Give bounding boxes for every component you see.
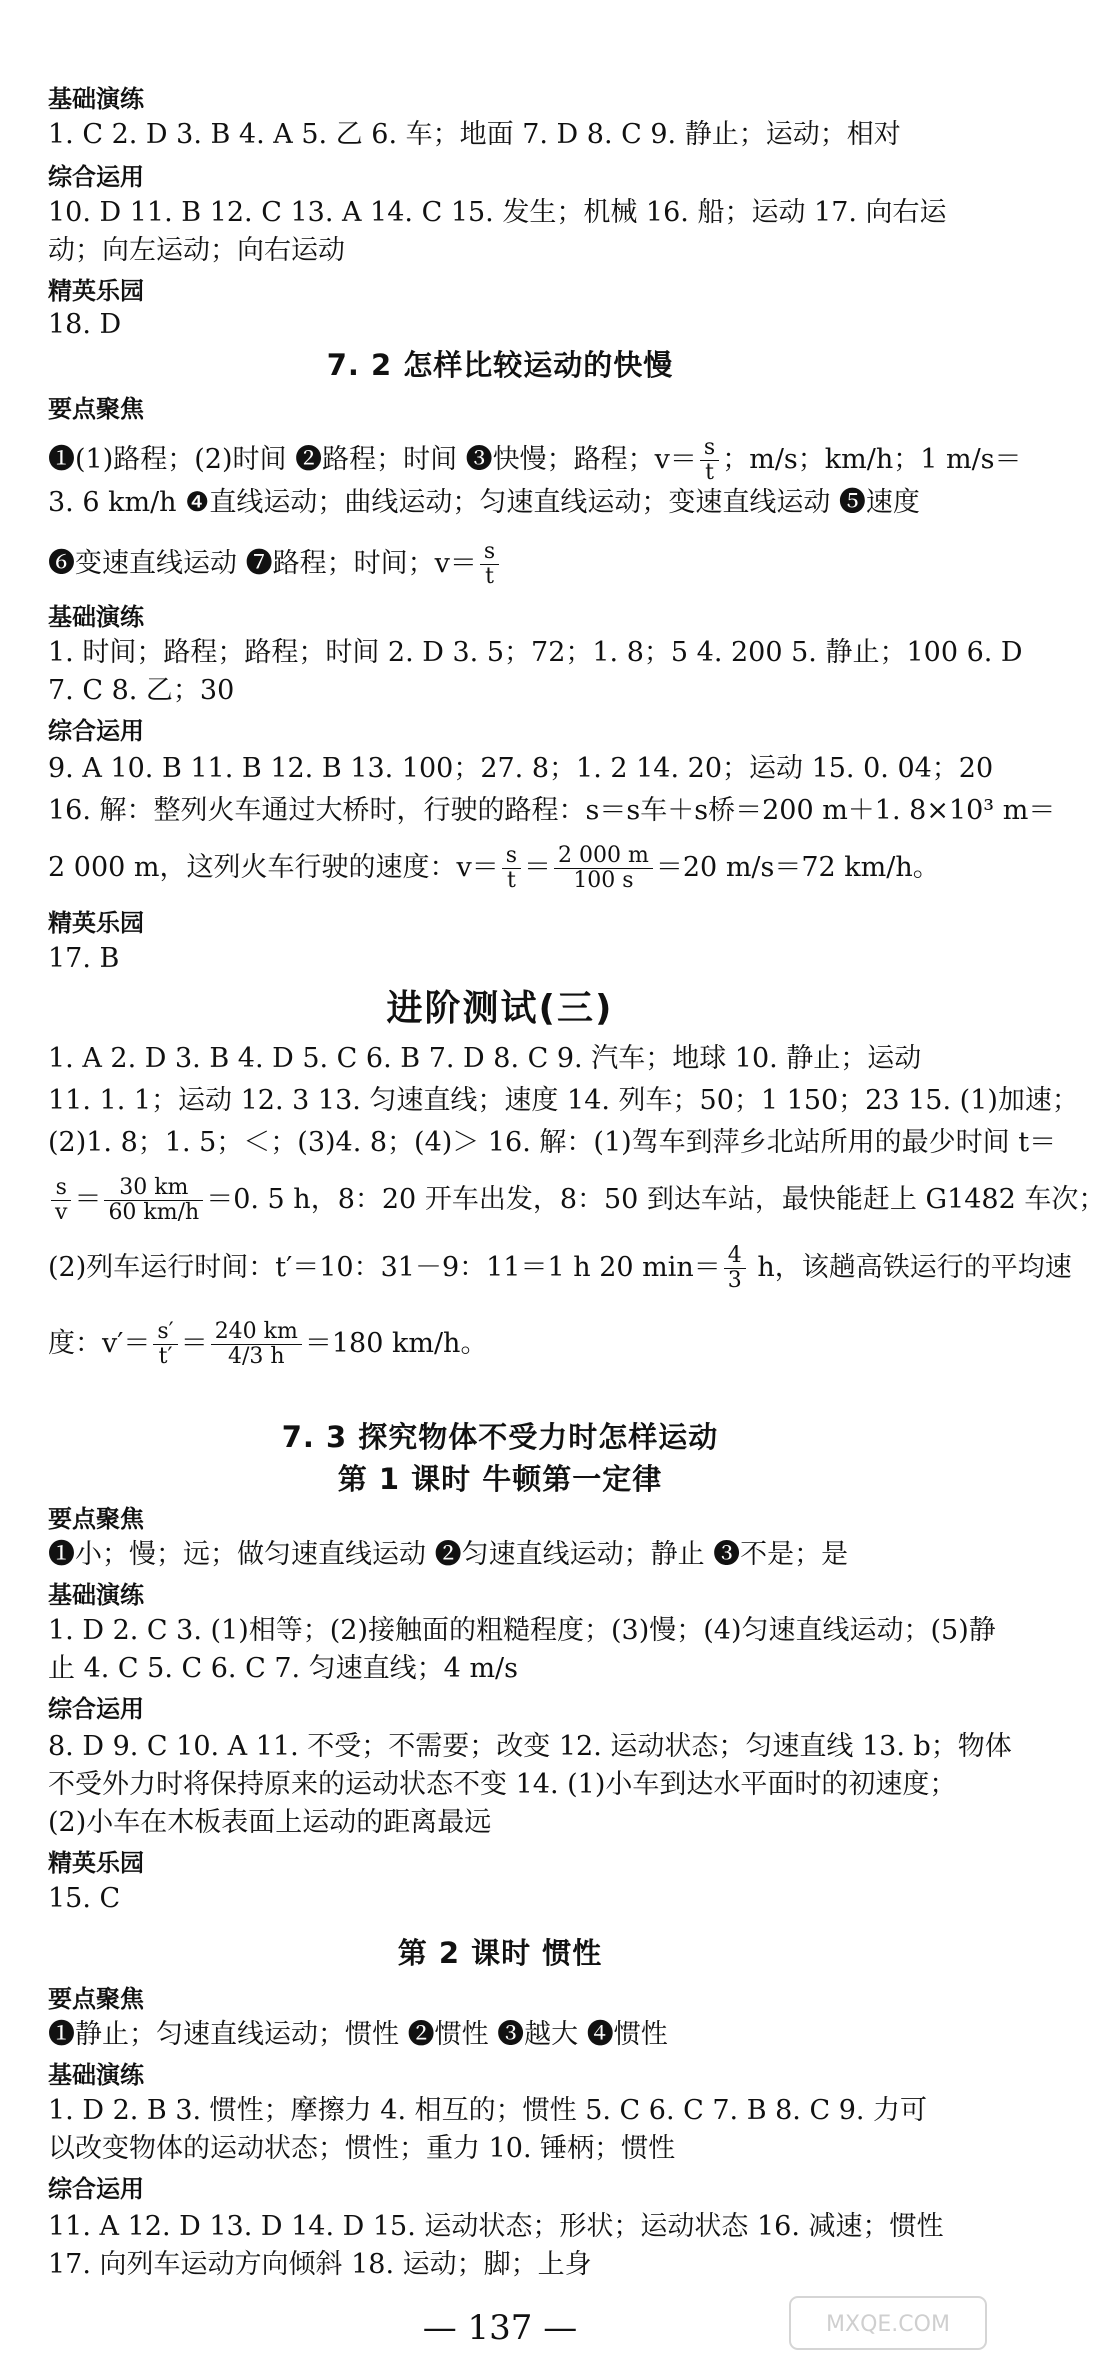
answer-line: 1. C 2. D 3. B 4. A 5. 乙 6. 车；地面 7. D 8. C 9. 静止；运动；相对: [48, 119, 901, 150]
answer-text: ＝: [524, 852, 552, 883]
answer-text: ＝20 m/s＝72 km/h。: [655, 852, 940, 883]
section-heading: 第 1 课时 牛顿第一定律: [337, 1462, 663, 1496]
fraction: $\frac{s}{t}$: [700, 436, 719, 485]
answer-text: ＝0. 5 h，8：20 开车出发，8：50 到达车站，最快能赶上 G1482 车次；: [206, 1184, 1105, 1215]
section-label: 精英乐园: [48, 909, 144, 937]
svg-text:MXQE.COM: MXQE.COM: [826, 2312, 950, 2337]
answer-text: h，该趟高铁运行的平均速: [748, 1252, 1072, 1283]
answer-text: ＝: [180, 1328, 208, 1359]
answer-line: 止 4. C 5. C 6. C 7. 匀速直线；4 m/s: [48, 1653, 518, 1684]
answer-line: ❶小；慢；远；做匀速直线运动 ❷匀速直线运动；静止 ❸不是；是: [48, 1539, 849, 1570]
answer-text: ＝: [74, 1184, 102, 1215]
section-label: 基础演练: [48, 85, 144, 113]
fraction: $\frac{s}{t}$: [502, 844, 521, 893]
fraction: $\frac{s'}{t'}$: [153, 1320, 177, 1369]
answer-line: 1. D 2. B 3. 惯性；摩擦力 4. 相互的；惯性 5. C 6. C 7. B 8. C 9. 力可: [48, 2095, 928, 2126]
fraction: $\frac{2 000 m}{100 s}$: [554, 844, 653, 893]
answer-line: 8. D 9. C 10. A 11. 不受；不需要；改变 12. 运动状态；匀速直线 13. b；物体: [48, 1731, 1012, 1762]
fraction: $\frac{240 km}{4/3 h}$: [211, 1320, 302, 1369]
answer-text: ；m/s；km/h；1 m/s＝: [722, 444, 1022, 475]
answer-line: 10. D 11. B 12. C 13. A 14. C 15. 发生；机械 16. 船；运动 17. 向右运: [48, 197, 947, 228]
answer-line-with-fraction: [48, 1320, 960, 1369]
answer-text: (2)列车运行时间：t′＝10：31－9：11＝1 h 20 min＝: [48, 1252, 721, 1283]
section-label: 综合运用: [48, 163, 144, 191]
answer-line: (2)1. 8；1. 5；＜；(3)4. 8；(4)＞ 16. 解：(1)驾车到萍乡北站所用的最少时间 t＝: [48, 1127, 1057, 1158]
section-label: 精英乐园: [48, 1849, 144, 1877]
fraction: $\frac{4}{3}$: [724, 1244, 746, 1293]
answer-line: 1. A 2. D 3. B 4. D 5. C 6. B 7. D 8. C 9. 汽车；地球 10. 静止；运动: [48, 1043, 922, 1074]
answer-line: 17. B: [48, 943, 120, 974]
section-heading: 7. 2 怎样比较运动的快慢: [326, 348, 674, 382]
section-heading: 第 2 课时 惯性: [397, 1936, 603, 1970]
answer-line: 15. C: [48, 1883, 121, 1914]
answer-line-with-fraction: [48, 435, 1022, 485]
answer-line: 11. 1. 1；运动 12. 3 13. 匀速直线；速度 14. 列车；50；1 150；23 15. (1)加速；: [48, 1085, 1079, 1116]
answer-line: 17. 向列车运动方向倾斜 18. 运动；脚；上身: [48, 2249, 592, 2280]
answer-line: 7. C 8. 乙；30: [48, 675, 235, 706]
section-label: 精英乐园: [48, 277, 144, 305]
section-label: 基础演练: [48, 1581, 144, 1609]
answer-text: 2 000 m，这列火车行驶的速度：v＝: [48, 852, 499, 883]
answer-line-with-fraction: [48, 540, 960, 589]
answer-line-with-fraction: [48, 844, 960, 893]
section-label: 综合运用: [48, 2175, 144, 2203]
fraction: $\frac{s}{v}$: [51, 1176, 71, 1225]
watermark-logo: [788, 2293, 988, 2353]
section-label: 基础演练: [48, 2061, 144, 2089]
answer-line-with-fraction: [48, 1243, 1072, 1293]
fraction: $\frac{30 km}{60 km/h}$: [104, 1176, 203, 1225]
answer-line: ❶静止；匀速直线运动；惯性 ❷惯性 ❸越大 ❹惯性: [48, 2019, 668, 2050]
answer-line-with-fraction: [48, 1175, 1105, 1225]
answer-line: 以改变物体的运动状态；惯性；重力 10. 锤柄；惯性: [48, 2133, 676, 2164]
section-label: 基础演练: [48, 603, 144, 631]
answer-line: 1. D 2. C 3. (1)相等；(2)接触面的粗糙程度；(3)慢；(4)匀速直线运动；(5)静: [48, 1615, 996, 1646]
answer-line: 不受外力时将保持原来的运动状态不变 14. (1)小车到达水平面时的初速度；: [48, 1769, 957, 1800]
answer-text: 度：v′＝: [48, 1328, 151, 1359]
answer-line: 动；向左运动；向右运动: [48, 235, 345, 266]
answer-text: ❻变速直线运动 ❼路程；时间；v＝: [48, 548, 477, 579]
answer-line: 18. D: [48, 309, 122, 340]
section-label: 要点聚焦: [48, 1985, 144, 2013]
answer-text: ＝180 km/h。: [304, 1328, 488, 1359]
section-label: 要点聚焦: [48, 1505, 144, 1533]
section-heading: 7. 3 探究物体不受力时怎样运动: [281, 1420, 719, 1454]
section-label: 综合运用: [48, 717, 144, 745]
answer-line: 16. 解：整列火车通过大桥时，行驶的路程：s＝s车＋s桥＝200 m＋1. 8×10³ m＝: [48, 795, 1056, 826]
fraction: $\frac{s}{t}$: [480, 540, 499, 589]
answer-line: 11. A 12. D 13. D 14. D 15. 运动状态；形状；运动状态 16. 减速；惯性: [48, 2211, 944, 2242]
answer-line: (2)小车在木板表面上运动的距离最远: [48, 1807, 492, 1838]
page-number: — 137 —: [422, 2308, 578, 2348]
answer-text: ❶(1)路程；(2)时间 ❷路程；时间 ❸快慢；路程；v＝: [48, 444, 697, 475]
answer-line: 3. 6 km/h ❹直线运动；曲线运动；匀速直线运动；变速直线运动 ❺速度: [48, 487, 920, 518]
answer-line: 1. 时间；路程；路程；时间 2. D 3. 5；72；1. 8；5 4. 200 5. 静止；100 6. D: [48, 637, 1023, 668]
section-label: 综合运用: [48, 1695, 144, 1723]
section-label: 要点聚焦: [48, 395, 144, 423]
answer-line: 9. A 10. B 11. B 12. B 13. 100；27. 8；1. 2 14. 20；运动 15. 0. 04；20: [48, 753, 994, 784]
test-heading: 进阶测试(三): [386, 988, 614, 1029]
